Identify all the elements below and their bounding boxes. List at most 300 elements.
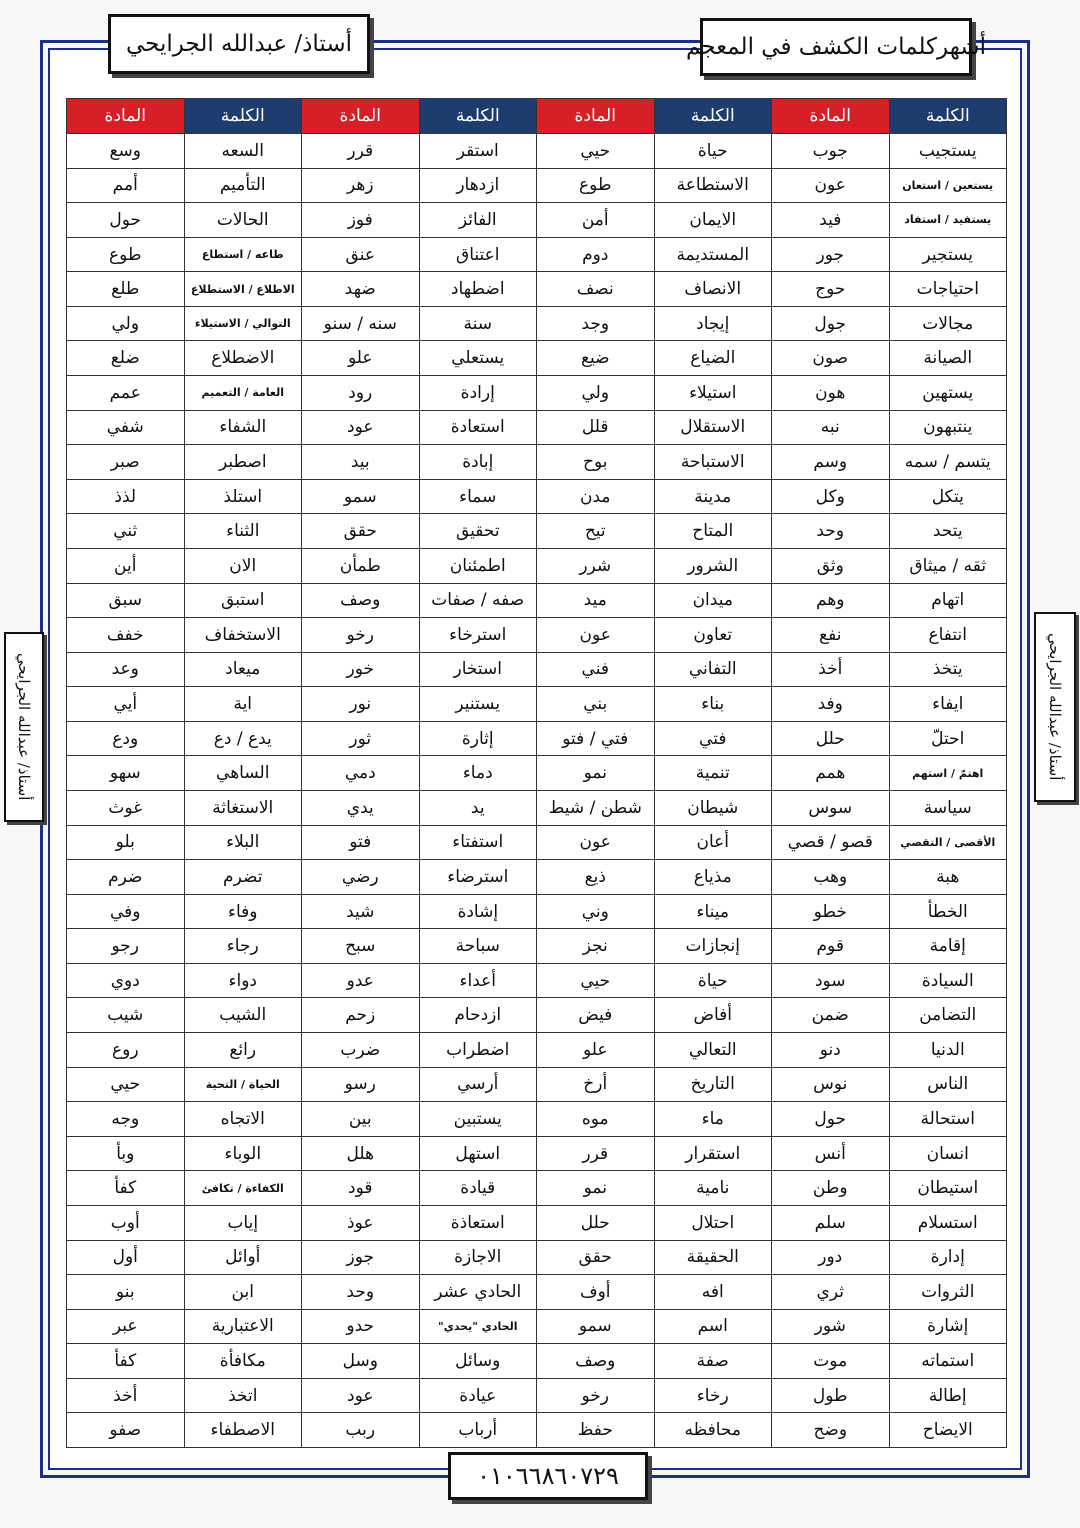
table-row bbox=[67, 1344, 1007, 1379]
root-cell: ميد bbox=[537, 583, 655, 618]
root-cell: وهب bbox=[772, 860, 890, 895]
root-cell: حقق bbox=[537, 1240, 655, 1275]
column-header-word: الكلمة bbox=[889, 99, 1007, 134]
column-header-root: المادة bbox=[302, 99, 420, 134]
root-cell: ربب bbox=[302, 1413, 420, 1448]
word-cell: اتهام bbox=[889, 583, 1007, 618]
table-row bbox=[67, 1171, 1007, 1206]
word-cell: السعه bbox=[184, 134, 302, 169]
root-cell: أيي bbox=[67, 687, 185, 722]
root-cell: صفو bbox=[67, 1413, 185, 1448]
root-cell: وكل bbox=[772, 479, 890, 514]
root-cell: سمو bbox=[302, 479, 420, 514]
root-cell: فني bbox=[537, 652, 655, 687]
root-cell: حول bbox=[67, 203, 185, 238]
word-cell: احتلّ bbox=[889, 721, 1007, 756]
phone-number-text: ٠١٠٦٦٨٦٠٧٢٩ bbox=[477, 1462, 619, 1490]
word-cell: صفة bbox=[654, 1344, 772, 1379]
word-cell: أرباب bbox=[419, 1413, 537, 1448]
word-cell: وسائل bbox=[419, 1344, 537, 1379]
root-cell: قلل bbox=[537, 410, 655, 445]
root-cell: شطن / شيط bbox=[537, 790, 655, 825]
word-cell: الاصطفاء bbox=[184, 1413, 302, 1448]
word-cell: يستهين bbox=[889, 376, 1007, 411]
word-cell: المتاح bbox=[654, 514, 772, 549]
root-cell: فتو bbox=[302, 825, 420, 860]
teacher-name-text: أستاذ/ عبدالله الجرايحي bbox=[125, 31, 353, 57]
table-row bbox=[67, 756, 1007, 791]
root-cell: سبق bbox=[67, 583, 185, 618]
word-cell: إثارة bbox=[419, 721, 537, 756]
root-cell: وثق bbox=[772, 548, 890, 583]
word-cell: وفاء bbox=[184, 894, 302, 929]
word-cell: احتياجات bbox=[889, 272, 1007, 307]
word-cell: الحياة / التحية bbox=[184, 1067, 302, 1102]
table-row bbox=[67, 548, 1007, 583]
words-roots-table bbox=[66, 98, 1007, 1448]
word-cell: إبادة bbox=[419, 445, 537, 480]
root-cell: شور bbox=[772, 1309, 890, 1344]
root-cell: وسل bbox=[302, 1344, 420, 1379]
root-cell: وحد bbox=[772, 514, 890, 549]
root-cell: وصف bbox=[537, 1344, 655, 1379]
word-cell: إرادة bbox=[419, 376, 537, 411]
root-cell: هلل bbox=[302, 1136, 420, 1171]
root-cell: حفظ bbox=[537, 1413, 655, 1448]
word-cell: تعاون bbox=[654, 618, 772, 653]
root-cell: طلع bbox=[67, 272, 185, 307]
root-cell: تيح bbox=[537, 514, 655, 549]
root-cell: أمن bbox=[537, 203, 655, 238]
root-cell: سهو bbox=[67, 756, 185, 791]
root-cell: رود bbox=[302, 376, 420, 411]
word-cell: ابن bbox=[184, 1275, 302, 1310]
word-cell: التفاني bbox=[654, 652, 772, 687]
teacher-name-side-left-text: أستاذ/ عبدالله الجرايحي bbox=[15, 653, 33, 801]
word-cell: استيطان bbox=[889, 1171, 1007, 1206]
root-cell: سوس bbox=[772, 790, 890, 825]
word-cell: إقامة bbox=[889, 929, 1007, 964]
root-cell: سمو bbox=[537, 1309, 655, 1344]
root-cell: ثني bbox=[67, 514, 185, 549]
root-cell: ثور bbox=[302, 721, 420, 756]
word-cell: الاستقلال bbox=[654, 410, 772, 445]
word-cell: انتفاع bbox=[889, 618, 1007, 653]
word-cell: استفتاء bbox=[419, 825, 537, 860]
word-cell: استرخاء bbox=[419, 618, 537, 653]
teacher-name-top bbox=[108, 14, 370, 74]
word-cell: فتي bbox=[654, 721, 772, 756]
word-cell: سنة bbox=[419, 306, 537, 341]
word-cell: الاتجاه bbox=[184, 1102, 302, 1137]
word-cell: الضياع bbox=[654, 341, 772, 376]
word-cell: استعاذة bbox=[419, 1205, 537, 1240]
root-cell: سود bbox=[772, 963, 890, 998]
table-row bbox=[67, 479, 1007, 514]
root-cell: أوف bbox=[537, 1275, 655, 1310]
root-cell: علو bbox=[302, 341, 420, 376]
root-cell: بلو bbox=[67, 825, 185, 860]
root-cell: موه bbox=[537, 1102, 655, 1137]
root-cell: قرر bbox=[537, 1136, 655, 1171]
word-cell: إدارة bbox=[889, 1240, 1007, 1275]
word-cell: اضطراب bbox=[419, 1033, 537, 1068]
root-cell: عبر bbox=[67, 1309, 185, 1344]
root-cell: أين bbox=[67, 548, 185, 583]
word-cell: اصطبر bbox=[184, 445, 302, 480]
root-cell: طول bbox=[772, 1378, 890, 1413]
root-cell: جوز bbox=[302, 1240, 420, 1275]
root-cell: أول bbox=[67, 1240, 185, 1275]
word-cell: أرسي bbox=[419, 1067, 537, 1102]
word-cell: الوباء bbox=[184, 1136, 302, 1171]
root-cell: ثري bbox=[772, 1275, 890, 1310]
table-row bbox=[67, 929, 1007, 964]
word-cell: هبة bbox=[889, 860, 1007, 895]
word-cell: ميناء bbox=[654, 894, 772, 929]
root-cell: ضمن bbox=[772, 998, 890, 1033]
root-cell: بين bbox=[302, 1102, 420, 1137]
root-cell: دوم bbox=[537, 237, 655, 272]
root-cell: وطن bbox=[772, 1171, 890, 1206]
word-cell: طاعه / استطاع bbox=[184, 237, 302, 272]
word-cell: افه bbox=[654, 1275, 772, 1310]
column-header-word: الكلمة bbox=[419, 99, 537, 134]
root-cell: ضيع bbox=[537, 341, 655, 376]
word-cell: الاستغاثة bbox=[184, 790, 302, 825]
root-cell: رخو bbox=[537, 1378, 655, 1413]
table-row bbox=[67, 1413, 1007, 1448]
word-cell: مجالات bbox=[889, 306, 1007, 341]
word-cell: محافظه bbox=[654, 1413, 772, 1448]
word-cell: يستبين bbox=[419, 1102, 537, 1137]
word-cell: الدنيا bbox=[889, 1033, 1007, 1068]
root-cell: دوي bbox=[67, 963, 185, 998]
root-cell: علو bbox=[537, 1033, 655, 1068]
root-cell: ضرم bbox=[67, 860, 185, 895]
root-cell: رضي bbox=[302, 860, 420, 895]
word-cell: سياسة bbox=[889, 790, 1007, 825]
root-cell: عون bbox=[772, 168, 890, 203]
root-cell: طوع bbox=[537, 168, 655, 203]
table-row bbox=[67, 272, 1007, 307]
word-cell: الاستباحة bbox=[654, 445, 772, 480]
word-cell: التوالي / الاستيلاء bbox=[184, 306, 302, 341]
root-cell: دمي bbox=[302, 756, 420, 791]
word-cell: يد bbox=[419, 790, 537, 825]
word-cell: الشيب bbox=[184, 998, 302, 1033]
word-cell: يستنير bbox=[419, 687, 537, 722]
root-cell: نجز bbox=[537, 929, 655, 964]
root-cell: أخذ bbox=[772, 652, 890, 687]
word-cell: العامة / التعميم bbox=[184, 376, 302, 411]
column-header-word: الكلمة bbox=[184, 99, 302, 134]
word-cell: استماته bbox=[889, 1344, 1007, 1379]
root-cell: ضلع bbox=[67, 341, 185, 376]
page-title-text: أشهركلمات الكشف في المعجم bbox=[686, 34, 986, 60]
word-cell: استخار bbox=[419, 652, 537, 687]
word-cell: الاجازة bbox=[419, 1240, 537, 1275]
table-row bbox=[67, 514, 1007, 549]
root-cell: صبر bbox=[67, 445, 185, 480]
root-cell: بني bbox=[537, 687, 655, 722]
word-cell: يستجيب bbox=[889, 134, 1007, 169]
table-row bbox=[67, 1205, 1007, 1240]
word-cell: الاستطاعة bbox=[654, 168, 772, 203]
root-cell: أخذ bbox=[67, 1378, 185, 1413]
root-cell: وهم bbox=[772, 583, 890, 618]
root-cell: عدو bbox=[302, 963, 420, 998]
word-cell: يتحد bbox=[889, 514, 1007, 549]
root-cell: وضح bbox=[772, 1413, 890, 1448]
root-cell: بوح bbox=[537, 445, 655, 480]
root-cell: يدي bbox=[302, 790, 420, 825]
root-cell: حوج bbox=[772, 272, 890, 307]
root-cell: نور bbox=[302, 687, 420, 722]
word-cell: أعداء bbox=[419, 963, 537, 998]
word-cell: التضامن bbox=[889, 998, 1007, 1033]
root-cell: حيي bbox=[537, 134, 655, 169]
column-header-root: المادة bbox=[537, 99, 655, 134]
word-cell: ثقه / ميثاق bbox=[889, 548, 1007, 583]
word-cell: استلذ bbox=[184, 479, 302, 514]
word-cell: الايمان bbox=[654, 203, 772, 238]
table-header-row bbox=[67, 99, 1007, 134]
word-cell: اسم bbox=[654, 1309, 772, 1344]
root-cell: قود bbox=[302, 1171, 420, 1206]
root-cell: وعد bbox=[67, 652, 185, 687]
word-cell: الأقصى / التقصي bbox=[889, 825, 1007, 860]
word-cell: سماء bbox=[419, 479, 537, 514]
word-cell: الاستخفاف bbox=[184, 618, 302, 653]
word-cell: بناء bbox=[654, 687, 772, 722]
root-cell: فتي / فتو bbox=[537, 721, 655, 756]
teacher-name-side-right bbox=[1034, 612, 1076, 802]
word-cell: الحالات bbox=[184, 203, 302, 238]
word-cell: سباحة bbox=[419, 929, 537, 964]
word-cell: الخطأ bbox=[889, 894, 1007, 929]
root-cell: قرر bbox=[302, 134, 420, 169]
root-cell: قوم bbox=[772, 929, 890, 964]
word-cell: الكفاءة / تكافئ bbox=[184, 1171, 302, 1206]
root-cell: نفع bbox=[772, 618, 890, 653]
word-cell: حياة bbox=[654, 134, 772, 169]
word-cell: ميعاد bbox=[184, 652, 302, 687]
word-cell: انسان bbox=[889, 1136, 1007, 1171]
word-cell: المستديمة bbox=[654, 237, 772, 272]
root-cell: حدو bbox=[302, 1309, 420, 1344]
root-cell: ضرب bbox=[302, 1033, 420, 1068]
word-cell: احتلال bbox=[654, 1205, 772, 1240]
word-cell: اضطهاد bbox=[419, 272, 537, 307]
word-cell: استعادة bbox=[419, 410, 537, 445]
table-row bbox=[67, 1067, 1007, 1102]
root-cell: سبح bbox=[302, 929, 420, 964]
table-row bbox=[67, 1136, 1007, 1171]
root-cell: رجو bbox=[67, 929, 185, 964]
word-cell: استسلام bbox=[889, 1205, 1007, 1240]
root-cell: فيض bbox=[537, 998, 655, 1033]
root-cell: شيب bbox=[67, 998, 185, 1033]
word-cell: الاضطلاع bbox=[184, 341, 302, 376]
root-cell: لذذ bbox=[67, 479, 185, 514]
root-cell: عود bbox=[302, 1378, 420, 1413]
word-cell: التعالي bbox=[654, 1033, 772, 1068]
word-cell: مكافأة bbox=[184, 1344, 302, 1379]
root-cell: ذيع bbox=[537, 860, 655, 895]
root-cell: أوب bbox=[67, 1205, 185, 1240]
root-cell: بيد bbox=[302, 445, 420, 480]
root-cell: حلل bbox=[537, 1205, 655, 1240]
word-cell: رخاء bbox=[654, 1378, 772, 1413]
root-cell: موت bbox=[772, 1344, 890, 1379]
table-row bbox=[67, 963, 1007, 998]
word-cell: استيلاء bbox=[654, 376, 772, 411]
root-cell: خفف bbox=[67, 618, 185, 653]
root-cell: جول bbox=[772, 306, 890, 341]
word-cell: يستعلي bbox=[419, 341, 537, 376]
root-cell: عون bbox=[537, 618, 655, 653]
word-cell: اطمئنان bbox=[419, 548, 537, 583]
teacher-name-side-right-text: أستاذ/ عبدالله الجرايحي bbox=[1046, 633, 1064, 781]
root-cell: رخو bbox=[302, 618, 420, 653]
word-cell: استبق bbox=[184, 583, 302, 618]
root-cell: عمم bbox=[67, 376, 185, 411]
word-cell: رائع bbox=[184, 1033, 302, 1068]
word-cell: الثناء bbox=[184, 514, 302, 549]
table-row bbox=[67, 860, 1007, 895]
root-cell: كفأ bbox=[67, 1344, 185, 1379]
word-cell: الانصاف bbox=[654, 272, 772, 307]
word-cell: استحالة bbox=[889, 1102, 1007, 1137]
root-cell: ودع bbox=[67, 721, 185, 756]
table-row bbox=[67, 825, 1007, 860]
word-cell: ايفاء bbox=[889, 687, 1007, 722]
root-cell: رسو bbox=[302, 1067, 420, 1102]
word-cell: اية bbox=[184, 687, 302, 722]
word-cell: يدع / دع bbox=[184, 721, 302, 756]
word-cell: ازدحام bbox=[419, 998, 537, 1033]
root-cell: وجد bbox=[537, 306, 655, 341]
word-cell: يستعين / استعان bbox=[889, 168, 1007, 203]
root-cell: مدن bbox=[537, 479, 655, 514]
teacher-name-side-left bbox=[4, 632, 44, 822]
word-cell: رجاء bbox=[184, 929, 302, 964]
table-row bbox=[67, 1033, 1007, 1068]
word-cell: مدينة bbox=[654, 479, 772, 514]
word-cell: ينتبهون bbox=[889, 410, 1007, 445]
table-row bbox=[67, 168, 1007, 203]
word-cell: الثروات bbox=[889, 1275, 1007, 1310]
root-cell: وفد bbox=[772, 687, 890, 722]
root-cell: روع bbox=[67, 1033, 185, 1068]
root-cell: شيد bbox=[302, 894, 420, 929]
word-cell: أفاض bbox=[654, 998, 772, 1033]
table-body bbox=[67, 134, 1007, 1448]
table-row bbox=[67, 203, 1007, 238]
root-cell: زحم bbox=[302, 998, 420, 1033]
root-cell: نمو bbox=[537, 1171, 655, 1206]
root-cell: عوذ bbox=[302, 1205, 420, 1240]
root-cell: عنق bbox=[302, 237, 420, 272]
root-cell: نبه bbox=[772, 410, 890, 445]
root-cell: دور bbox=[772, 1240, 890, 1275]
table-row bbox=[67, 1275, 1007, 1310]
word-cell: الساهي bbox=[184, 756, 302, 791]
root-cell: ولي bbox=[67, 306, 185, 341]
column-header-word: الكلمة bbox=[654, 99, 772, 134]
root-cell: وجه bbox=[67, 1102, 185, 1137]
root-cell: وفي bbox=[67, 894, 185, 929]
word-cell: الشرور bbox=[654, 548, 772, 583]
word-cell: الايضاح bbox=[889, 1413, 1007, 1448]
word-cell: إشارة bbox=[889, 1309, 1007, 1344]
word-cell: ماء bbox=[654, 1102, 772, 1137]
root-cell: وبأ bbox=[67, 1136, 185, 1171]
word-cell: شيطان bbox=[654, 790, 772, 825]
word-cell: إيجاد bbox=[654, 306, 772, 341]
root-cell: حقق bbox=[302, 514, 420, 549]
table-row bbox=[67, 1240, 1007, 1275]
table-row bbox=[67, 1378, 1007, 1413]
root-cell: جور bbox=[772, 237, 890, 272]
word-cell: الحادي عشر bbox=[419, 1275, 537, 1310]
root-cell: حول bbox=[772, 1102, 890, 1137]
word-cell: حياة bbox=[654, 963, 772, 998]
phone-number bbox=[448, 1452, 648, 1500]
column-header-root: المادة bbox=[67, 99, 185, 134]
word-cell: البلاء bbox=[184, 825, 302, 860]
column-header-root: المادة bbox=[772, 99, 890, 134]
table-row bbox=[67, 583, 1007, 618]
word-cell: التأميم bbox=[184, 168, 302, 203]
word-cell: استرضاء bbox=[419, 860, 537, 895]
word-cell: اعتناق bbox=[419, 237, 537, 272]
root-cell: نوس bbox=[772, 1067, 890, 1102]
root-cell: حيي bbox=[537, 963, 655, 998]
word-cell: التاريخ bbox=[654, 1067, 772, 1102]
word-cell: ازدهار bbox=[419, 168, 537, 203]
word-cell: يتسم / سمه bbox=[889, 445, 1007, 480]
table-row bbox=[67, 790, 1007, 825]
word-cell: السيادة bbox=[889, 963, 1007, 998]
word-cell: تضرم bbox=[184, 860, 302, 895]
root-cell: غوث bbox=[67, 790, 185, 825]
root-cell: شفي bbox=[67, 410, 185, 445]
root-cell: زهر bbox=[302, 168, 420, 203]
root-cell: قصو / قصي bbox=[772, 825, 890, 860]
root-cell: ولي bbox=[537, 376, 655, 411]
root-cell: وني bbox=[537, 894, 655, 929]
word-cell: الان bbox=[184, 548, 302, 583]
root-cell: حلل bbox=[772, 721, 890, 756]
root-cell: وسم bbox=[772, 445, 890, 480]
root-cell: دنو bbox=[772, 1033, 890, 1068]
table-row bbox=[67, 894, 1007, 929]
table-row bbox=[67, 134, 1007, 169]
root-cell: بنو bbox=[67, 1275, 185, 1310]
word-cell: نامية bbox=[654, 1171, 772, 1206]
root-cell: حيي bbox=[67, 1067, 185, 1102]
word-cell: استهل bbox=[419, 1136, 537, 1171]
word-cell: أوائل bbox=[184, 1240, 302, 1275]
word-cell: عيادة bbox=[419, 1378, 537, 1413]
root-cell: عود bbox=[302, 410, 420, 445]
root-cell: جوب bbox=[772, 134, 890, 169]
page-title bbox=[686, 18, 986, 76]
word-cell: الحادي "يحدي" bbox=[419, 1309, 537, 1344]
word-cell: الاطلاع / الاستطلاع bbox=[184, 272, 302, 307]
